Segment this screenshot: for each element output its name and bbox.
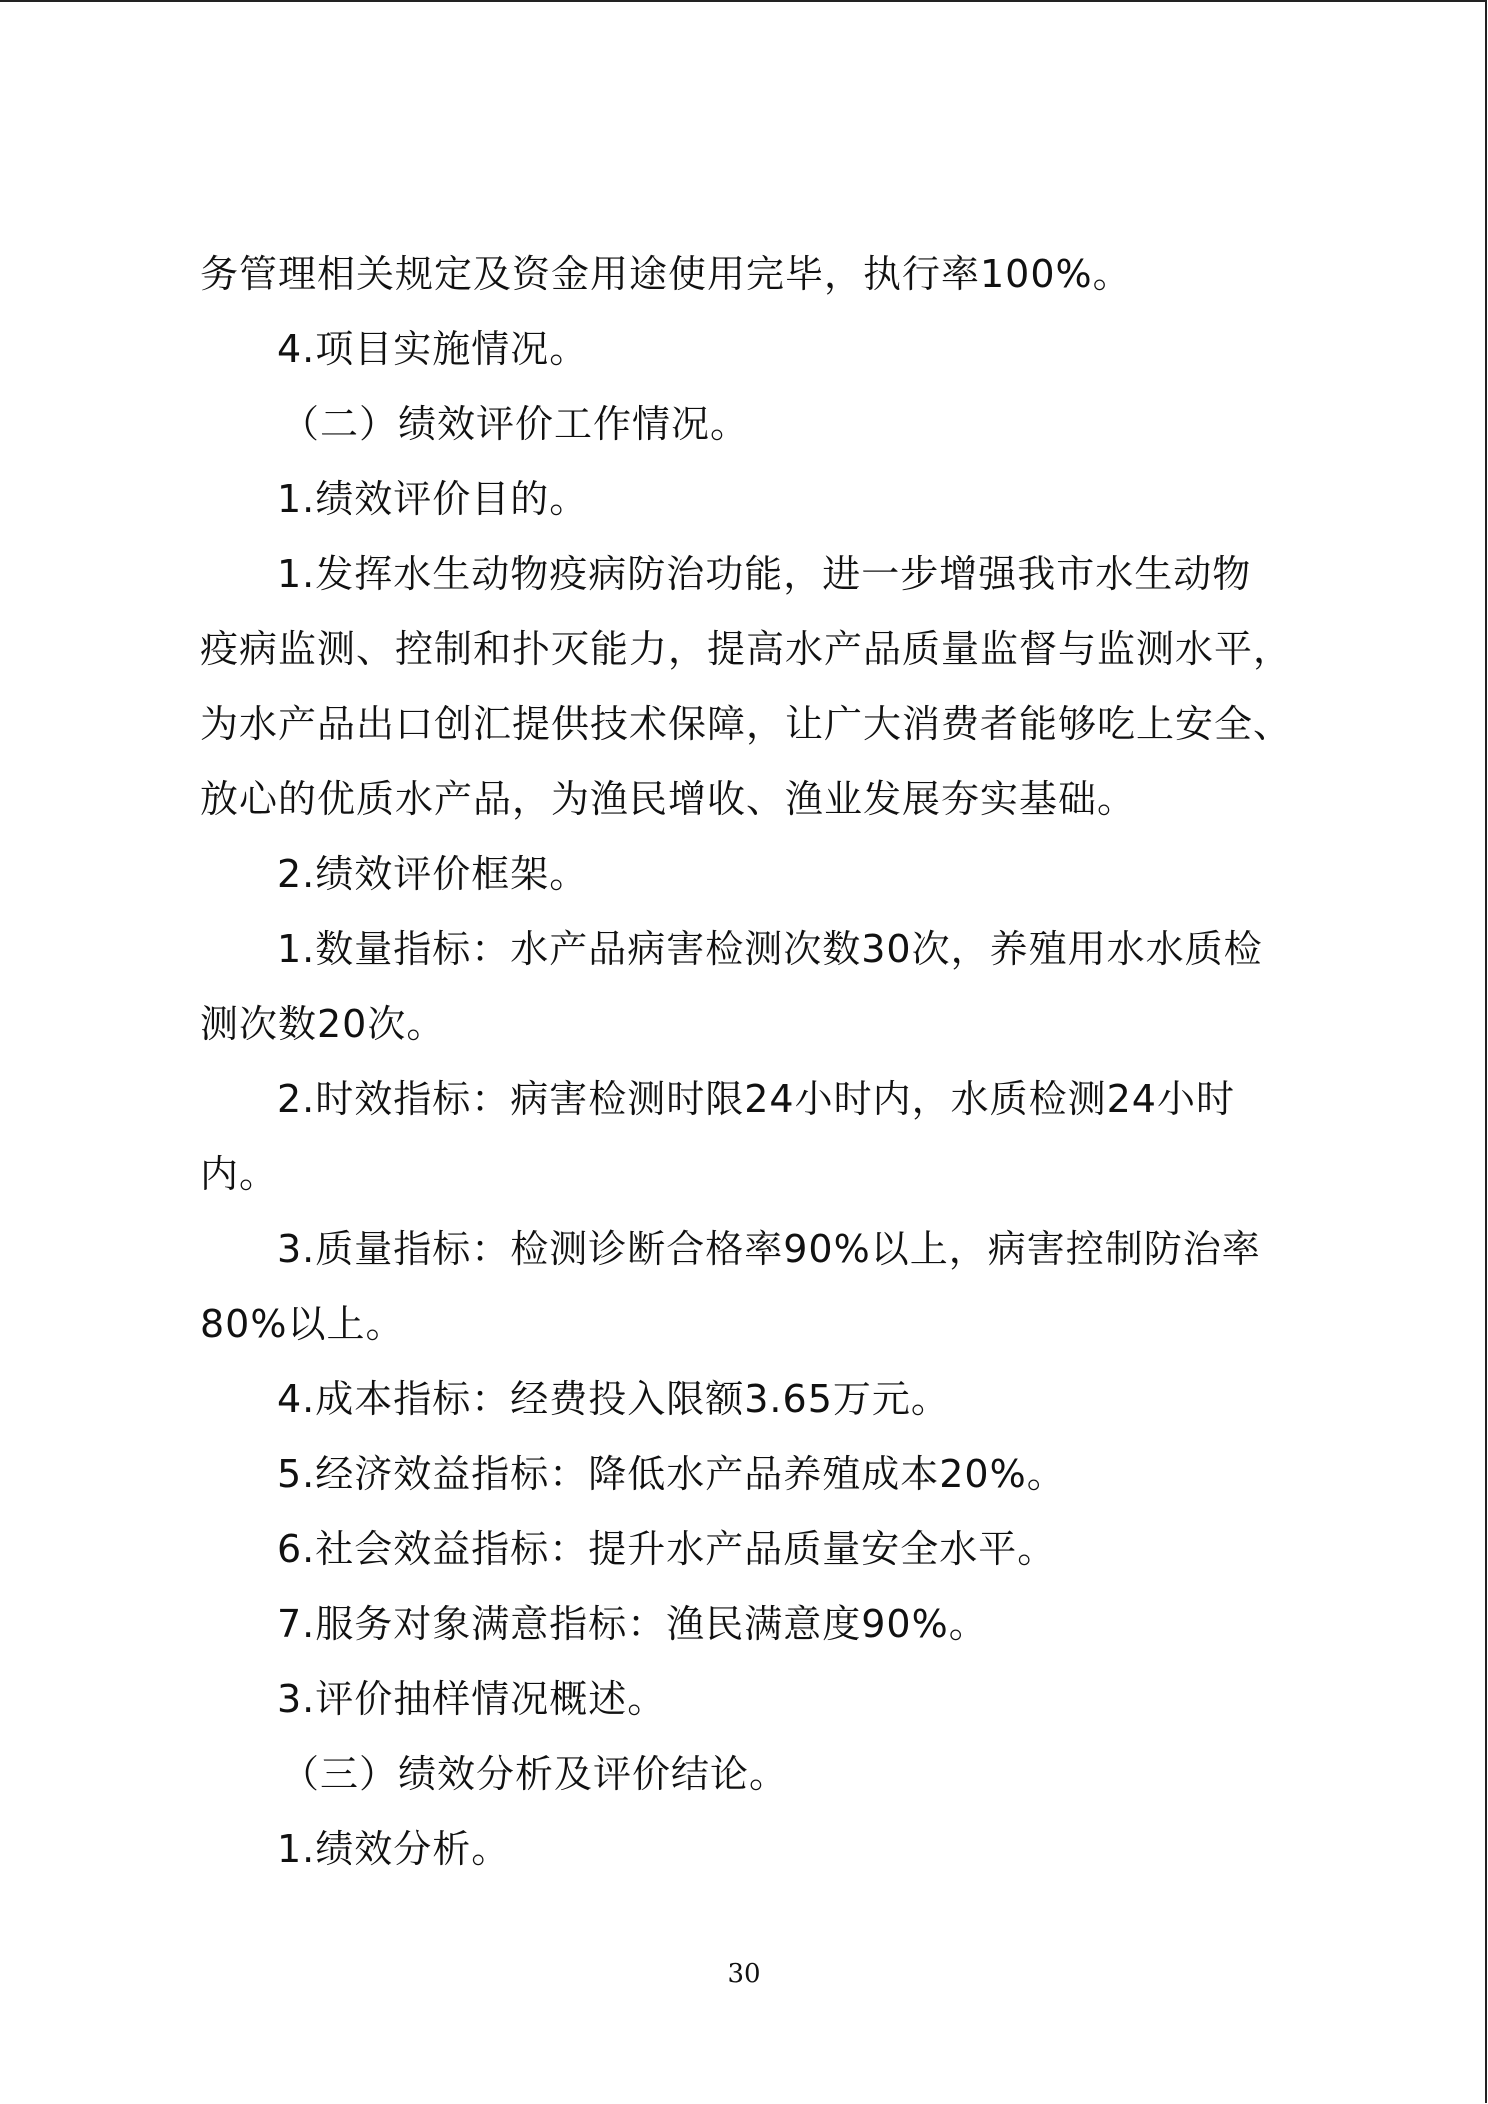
paragraph-line: 3.质量指标：检测诊断合格率90%以上，病害控制防治率 [277,1227,1261,1271]
paragraph-line: 放心的优质水产品，为渔民增收、渔业发展夯实基础。 [200,777,1137,821]
paragraph-line: 5.经济效益指标：降低水产品养殖成本20%。 [277,1452,1066,1496]
subheading-line: 1.绩效评价目的。 [277,477,589,521]
subheading-line: 1.绩效分析。 [277,1827,511,1871]
paragraph-line: 80%以上。 [200,1302,405,1346]
section-heading: （二）绩效评价工作情况。 [281,402,750,446]
paragraph-line: 2.时效指标：病害检测时限24小时内，水质检测24小时 [277,1077,1235,1121]
page-number: 30 [727,1959,761,1989]
paragraph-line: 4.成本指标：经费投入限额3.65万元。 [277,1377,950,1421]
paragraph-line: 1.数量指标：水产品病害检测次数30次，养殖用水水质检 [277,927,1263,971]
paragraph-line: 内。 [200,1152,279,1196]
paragraph-line: 为水产品出口创汇提供技术保障，让广大消费者能够吃上安全、 [200,702,1293,746]
paragraph-line: 7.服务对象满意指标：渔民满意度90%。 [277,1602,988,1646]
section-heading: （三）绩效分析及评价结论。 [281,1752,789,1796]
subheading-line: 4.项目实施情况。 [277,327,589,371]
subheading-line: 3.评价抽样情况概述。 [277,1677,667,1721]
subheading-line: 2.绩效评价框架。 [277,852,589,896]
paragraph-line: 测次数20次。 [200,1002,446,1046]
paragraph-line: 疫病监测、控制和扑灭能力，提高水产品质量监督与监测水平， [200,627,1293,671]
paragraph-line: 务管理相关规定及资金用途使用完毕，执行率100%。 [200,252,1132,296]
paragraph-line: 6.社会效益指标：提升水产品质量安全水平。 [277,1527,1057,1571]
paragraph-line: 1.发挥水生动物疫病防治功能，进一步增强我市水生动物 [277,552,1252,596]
